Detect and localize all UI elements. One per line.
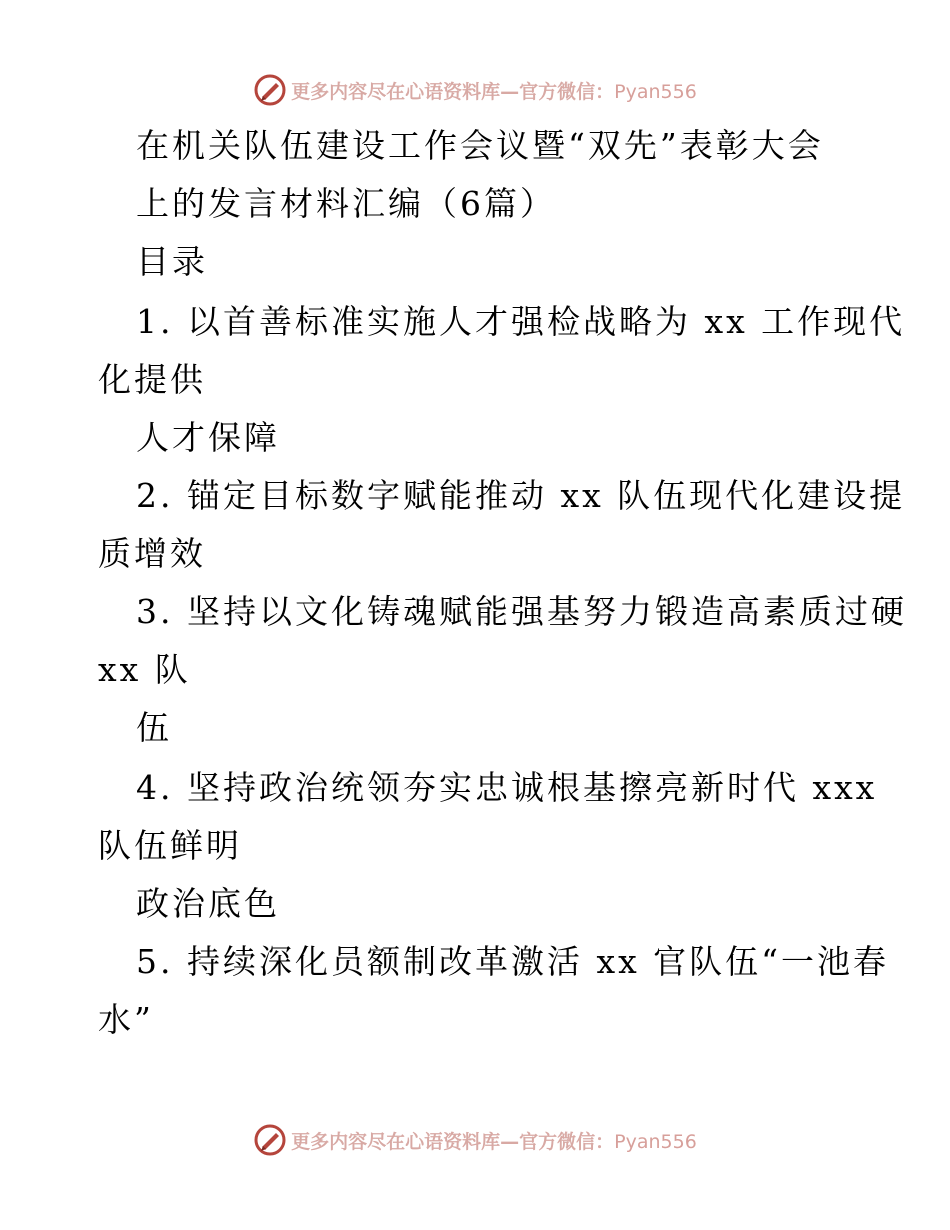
watermark-text: 更多内容尽在心语资料库—官方微信：Pyan556	[291, 1130, 697, 1153]
toc-item-3-line-2: xx 队	[98, 650, 191, 689]
watermark-account: Pyan556	[614, 80, 697, 103]
document-title-line-2: 上的发言材料汇编（6篇）	[136, 184, 556, 223]
watermark-text: 更多内容尽在心语资料库—官方微信：Pyan556	[291, 80, 697, 103]
toc-item-1-line-1: 1. 以首善标准实施人才强检战略为 xx 工作现代	[136, 302, 906, 341]
pen-seal-logo-icon	[253, 1123, 287, 1157]
toc-item-4-line-3: 政治底色	[136, 884, 280, 923]
watermark-header	[0, 72, 950, 108]
toc-item-3-line-3: 伍	[136, 708, 172, 747]
toc-item-3-line-1: 3. 坚持以文化铸魂赋能强基努力锻造高素质过硬	[136, 592, 907, 631]
toc-item-4-line-1: 4. 坚持政治统领夯实忠诚根基擦亮新时代 xxx	[136, 768, 878, 807]
document-title-line-1: 在机关队伍建设工作会议暨“双先”表彰大会	[136, 126, 824, 165]
watermark-account: Pyan556	[614, 1130, 697, 1153]
toc-item-1-line-2: 化提供	[98, 360, 206, 399]
toc-item-4-line-2: 队伍鲜明	[98, 826, 242, 865]
toc-heading: 目录	[136, 242, 208, 281]
pen-seal-logo-icon	[253, 73, 287, 107]
toc-item-1-line-3: 人才保障	[136, 418, 280, 457]
watermark-footer	[0, 1122, 950, 1158]
toc-item-5-line-1: 5. 持续深化员额制改革激活 xx 官队伍“一池春	[136, 942, 890, 981]
toc-item-2-line-1: 2. 锚定目标数字赋能推动 xx 队伍现代化建设提	[136, 476, 906, 515]
toc-item-2-line-2: 质增效	[98, 534, 206, 573]
toc-item-5-line-2: 水”	[98, 1000, 154, 1039]
